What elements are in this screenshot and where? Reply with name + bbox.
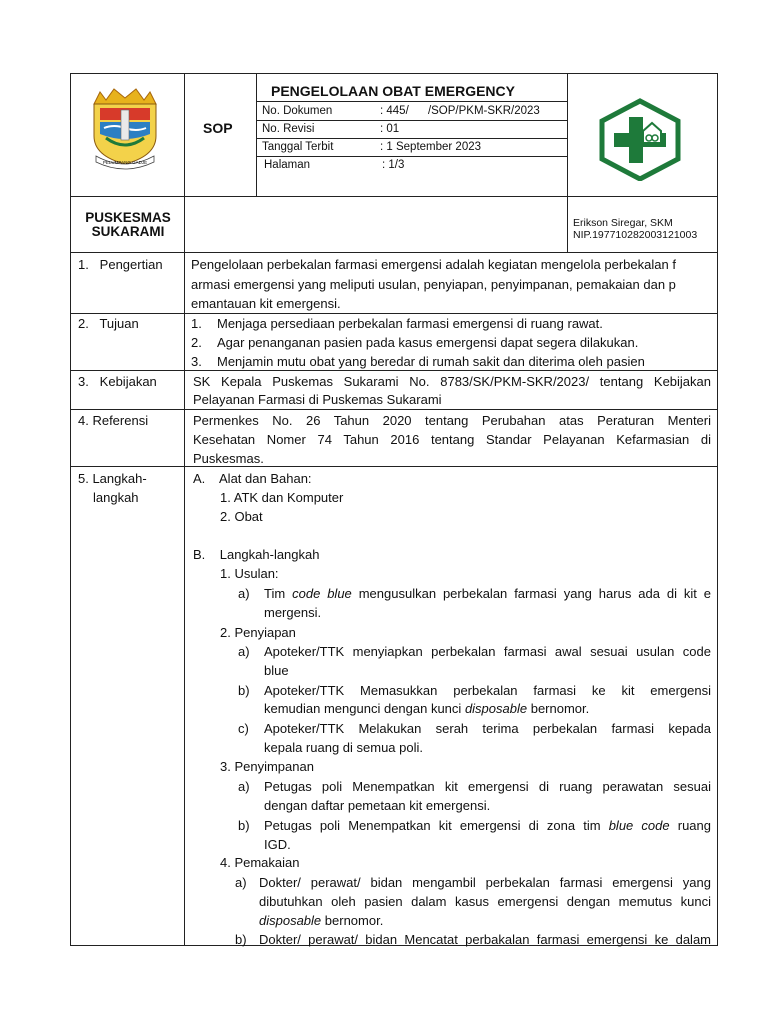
meta-value-tanggal-terbit: : 1 September 2023 <box>380 141 482 153</box>
meta-label-tanggal-terbit: Tanggal Terbit <box>262 141 334 153</box>
pemakaian-heading: 4. Pemakaian <box>220 855 300 870</box>
penyiapan-marker-a: a) <box>238 644 250 659</box>
alat-item-2: 2. Obat <box>220 509 263 524</box>
pemakaian-a-line2: dibutuhkan oleh pasien dalam kasus emergensi dengan memutus kunci <box>259 894 711 909</box>
penyiapan-heading: 2. Penyiapan <box>220 625 296 640</box>
label-langkah-1: 5. Langkah- <box>78 471 147 486</box>
meta-value-no-dokumen: : 445/ /SOP/PKM-SKR/2023 <box>380 105 540 117</box>
penyimpanan-heading: 3. Penyimpanan <box>220 759 314 774</box>
pemakaian-marker-a: a) <box>235 875 247 890</box>
tujuan-num-2: 2. <box>191 335 202 350</box>
meta-label-no-dokumen: No. Dokumen <box>262 105 333 117</box>
label-pengertian: 1. Pengertian <box>78 257 163 272</box>
referensi-line2: Kesehatan Nomer 74 Tahun 2016 tentang Standar Pelayanan Kefarmasian di <box>193 432 711 447</box>
penyiapan-marker-b: b) <box>238 683 250 698</box>
penyimpanan-marker-a: a) <box>238 779 250 794</box>
alat-item-1: 1. ATK dan Komputer <box>220 490 344 505</box>
penyiapan-c-line1: Apoteker/TTK Melakukan serah terima perbekalan farmasi kepada <box>264 721 711 736</box>
meta-label-no-revisi: No. Revisi <box>262 123 315 135</box>
meta-value-no-revisi: : 01 <box>380 123 400 135</box>
penyiapan-a-line1: Apoteker/TTK menyiapkan perbekalan farmasi awal sesuai usulan code <box>264 644 711 659</box>
pengertian-line2: armasi emergensi yang meliputi usulan, penyiapan, penyimpanan, pemakaian dan p <box>191 277 676 292</box>
penyiapan-b-line2: kemudian mengunci dengan kunci disposable bernomor. <box>264 701 590 716</box>
usulan-a-line2: mergensi. <box>264 605 322 620</box>
tujuan-num-3: 3. <box>191 354 202 369</box>
tujuan-text-3: Menjamin mutu obat yang beredar di rumah sakit dan diterima oleh pasien <box>217 354 645 369</box>
usulan-a-line1: Tim code blue mengusulkan perbekalan farmasi yang harus ada di kit e <box>264 586 711 601</box>
org-name-line1: PUSKESMAS <box>85 210 171 225</box>
penyimpanan-b-line1: Petugas poli Menempatkan kit emergensi di zona tim blue code ruang <box>264 818 711 833</box>
label-langkah-2: langkah <box>93 490 139 505</box>
label-referensi: 4. Referensi <box>78 413 149 428</box>
health-cross-icon <box>594 97 686 181</box>
pemakaian-a-line1: Dokter/ perawat/ bidan mengambil perbekalan farmasi emergensi yang <box>259 875 711 890</box>
penyiapan-b-line1: Apoteker/TTK Memasukkan perbekalan farmasi ke kit emergensi <box>264 683 711 698</box>
pengertian-line3: emantauan kit emergensi. <box>191 296 341 311</box>
referensi-line3: Puskesmas. <box>193 451 264 466</box>
penyiapan-c-line2: kepala ruang di semua poli. <box>264 740 423 755</box>
meta-label-halaman: Halaman <box>264 159 311 171</box>
kebijakan-line1: SK Kepala Puskemas Sukarami No. 8783/SK/PKM-SKR/2023/ tentang Kebijakan <box>193 374 711 389</box>
penyimpanan-b-line2: IGD. <box>264 837 291 852</box>
kebijakan-line2: Pelayanan Farmasi di Puskemas Sukarami <box>193 392 442 407</box>
pemakaian-b-line1: Dokter/ perawat/ bidan Mencatat perbakalan farmasi emergensi ke dalam <box>259 932 711 947</box>
penyiapan-marker-c: c) <box>238 721 249 736</box>
usulan-heading: 1. Usulan: <box>220 566 279 581</box>
tujuan-num-1: 1. <box>191 316 202 331</box>
meta-value-halaman: : 1/3 <box>382 159 405 171</box>
sop-label: SOP <box>203 120 233 136</box>
pemakaian-a-line3: disposable bernomor. <box>259 913 384 928</box>
tujuan-text-1: Menjaga persediaan perbekalan farmasi emergensi di ruang rawat. <box>217 316 603 331</box>
penyiapan-a-line2: blue <box>264 663 289 678</box>
alat-bahan-heading: A. Alat dan Bahan: <box>193 471 312 486</box>
penyimpanan-a-line2: dengan daftar pemetaan kit emergensi. <box>264 798 491 813</box>
label-tujuan: 2. Tujuan <box>78 316 139 331</box>
org-name-line2: SUKARAMI <box>91 224 165 239</box>
tujuan-text-2: Agar penanganan pasien pada kasus emergensi dapat segera dilakukan. <box>217 335 639 350</box>
puskesmas-logo <box>594 97 686 181</box>
penyimpanan-a-line1: Petugas poli Menempatkan kit emergensi di ruang perawatan sesuai <box>264 779 711 794</box>
penyimpanan-marker-b: b) <box>238 818 250 833</box>
usulan-marker-a: a) <box>238 586 250 601</box>
regional-logo <box>86 86 164 174</box>
langkah-heading: B. Langkah-langkah <box>193 547 320 562</box>
signer-name: Erikson Siregar, SKM <box>573 217 673 229</box>
label-kebijakan: 3. Kebijakan <box>78 374 157 389</box>
referensi-line1: Permenkes No. 26 Tahun 2020 tentang Perubahan atas Peraturan Menteri <box>193 413 711 428</box>
pemakaian-marker-b: b) <box>235 932 247 947</box>
logo-banner-text: PELUMPANG GADJE <box>102 160 148 165</box>
pengertian-line1: Pengelolaan perbekalan farmasi emergensi adalah kegiatan mengelola perbekalan f <box>191 257 676 272</box>
document-title: PENGELOLAAN OBAT EMERGENCY <box>271 83 515 99</box>
signer-nip: NIP.197710282003121003 <box>573 229 698 241</box>
